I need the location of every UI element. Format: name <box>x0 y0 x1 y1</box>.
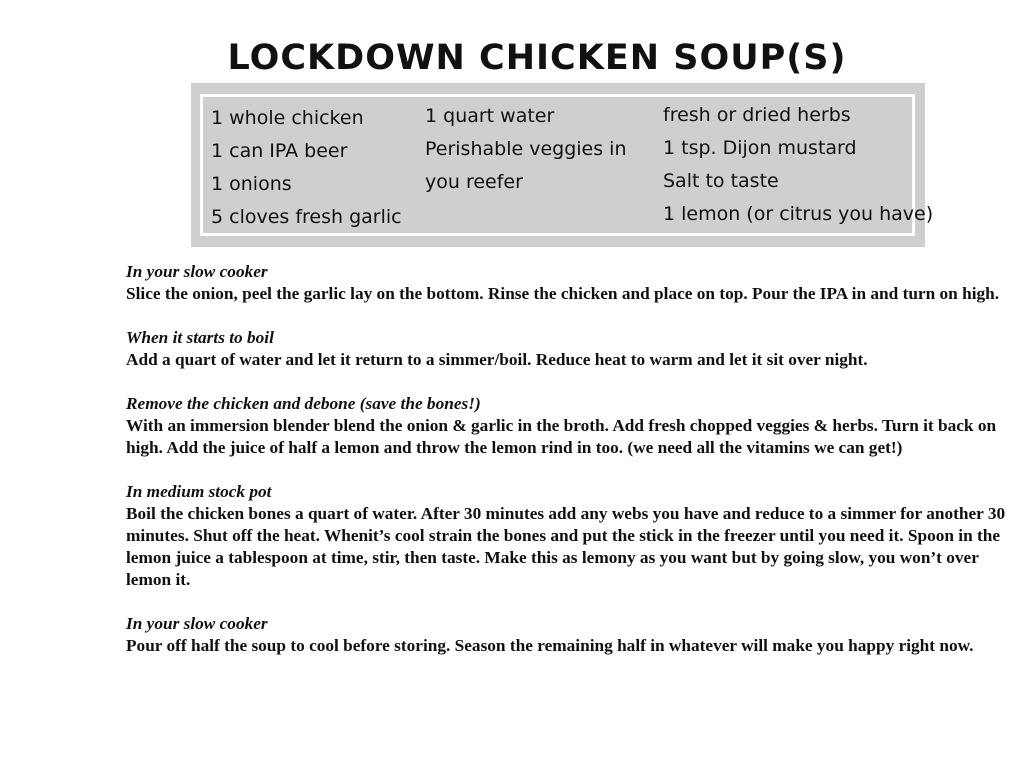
ingredient-item: 1 lemon (or citrus you have) <box>663 203 934 225</box>
ingredient-item: 1 can IPA beer <box>211 140 348 162</box>
ingredient-item: 1 onions <box>211 173 292 195</box>
page-title: LOCKDOWN CHICKEN SOUP(S) <box>227 38 847 78</box>
ingredients-box <box>191 83 934 247</box>
ingredient-item: fresh or dried herbs <box>663 104 851 126</box>
step-heading: In your slow cooker <box>126 614 268 633</box>
ingredients-column-1 <box>211 102 402 234</box>
step-heading: When it starts to boil <box>126 328 274 347</box>
ingredients-column-3 <box>663 99 933 231</box>
instruction-step <box>126 261 1006 305</box>
step-heading: Remove the chicken and debone (save the bones!) <box>126 394 481 413</box>
ingredients-column-2 <box>425 100 663 199</box>
instruction-step <box>126 393 1006 459</box>
step-heading: In medium stock pot <box>126 482 272 501</box>
ingredient-item: Perishable veggies in you reefer <box>425 138 627 193</box>
ingredient-item: 1 tsp. Dijon mustard <box>663 137 857 159</box>
step-body: Pour off half the soup to cool before storing. Season the remaining half in whatever will make you happy right now. <box>126 636 974 655</box>
step-body: With an immersion blender blend the onion & garlic in the broth. Add fresh chopped veggies & herbs. Turn it back on high. Add the juice of half a lemon and throw the lemon rind in too. (we need all the vitamins we can get!) <box>126 416 997 457</box>
ingredient-item: 1 whole chicken <box>211 107 364 129</box>
ingredient-item: 1 quart water <box>425 105 555 127</box>
step-body: Add a quart of water and let it return to a simmer/boil. Reduce heat to warm and let it sit over night. <box>126 350 868 369</box>
instruction-step <box>126 327 1006 371</box>
ingredient-item: 5 cloves fresh garlic <box>211 206 402 228</box>
ingredients-inner-frame <box>200 94 934 236</box>
step-body: Slice the onion, peel the garlic lay on the bottom. Rinse the chicken and place on top. Pour the IPA in and turn on high. <box>126 284 1000 303</box>
instruction-step <box>126 613 1006 657</box>
step-heading: In your slow cooker <box>126 262 268 281</box>
instructions <box>126 261 1006 679</box>
instruction-step <box>126 481 1006 591</box>
step-body: Boil the chicken bones a quart of water. After 30 minutes add any webs you have and reduce to a simmer for another 30 minutes. Shut off the heat. Whenit’s cool strain the bones and put the stick in the freezer until you need it. Spoon in the lemon juice a tablespoon at time, stir, then taste. Make this as lemony as you want but by going slow, you won’t over lemon it. <box>126 504 1006 589</box>
ingredient-item: Salt to taste <box>663 170 779 192</box>
